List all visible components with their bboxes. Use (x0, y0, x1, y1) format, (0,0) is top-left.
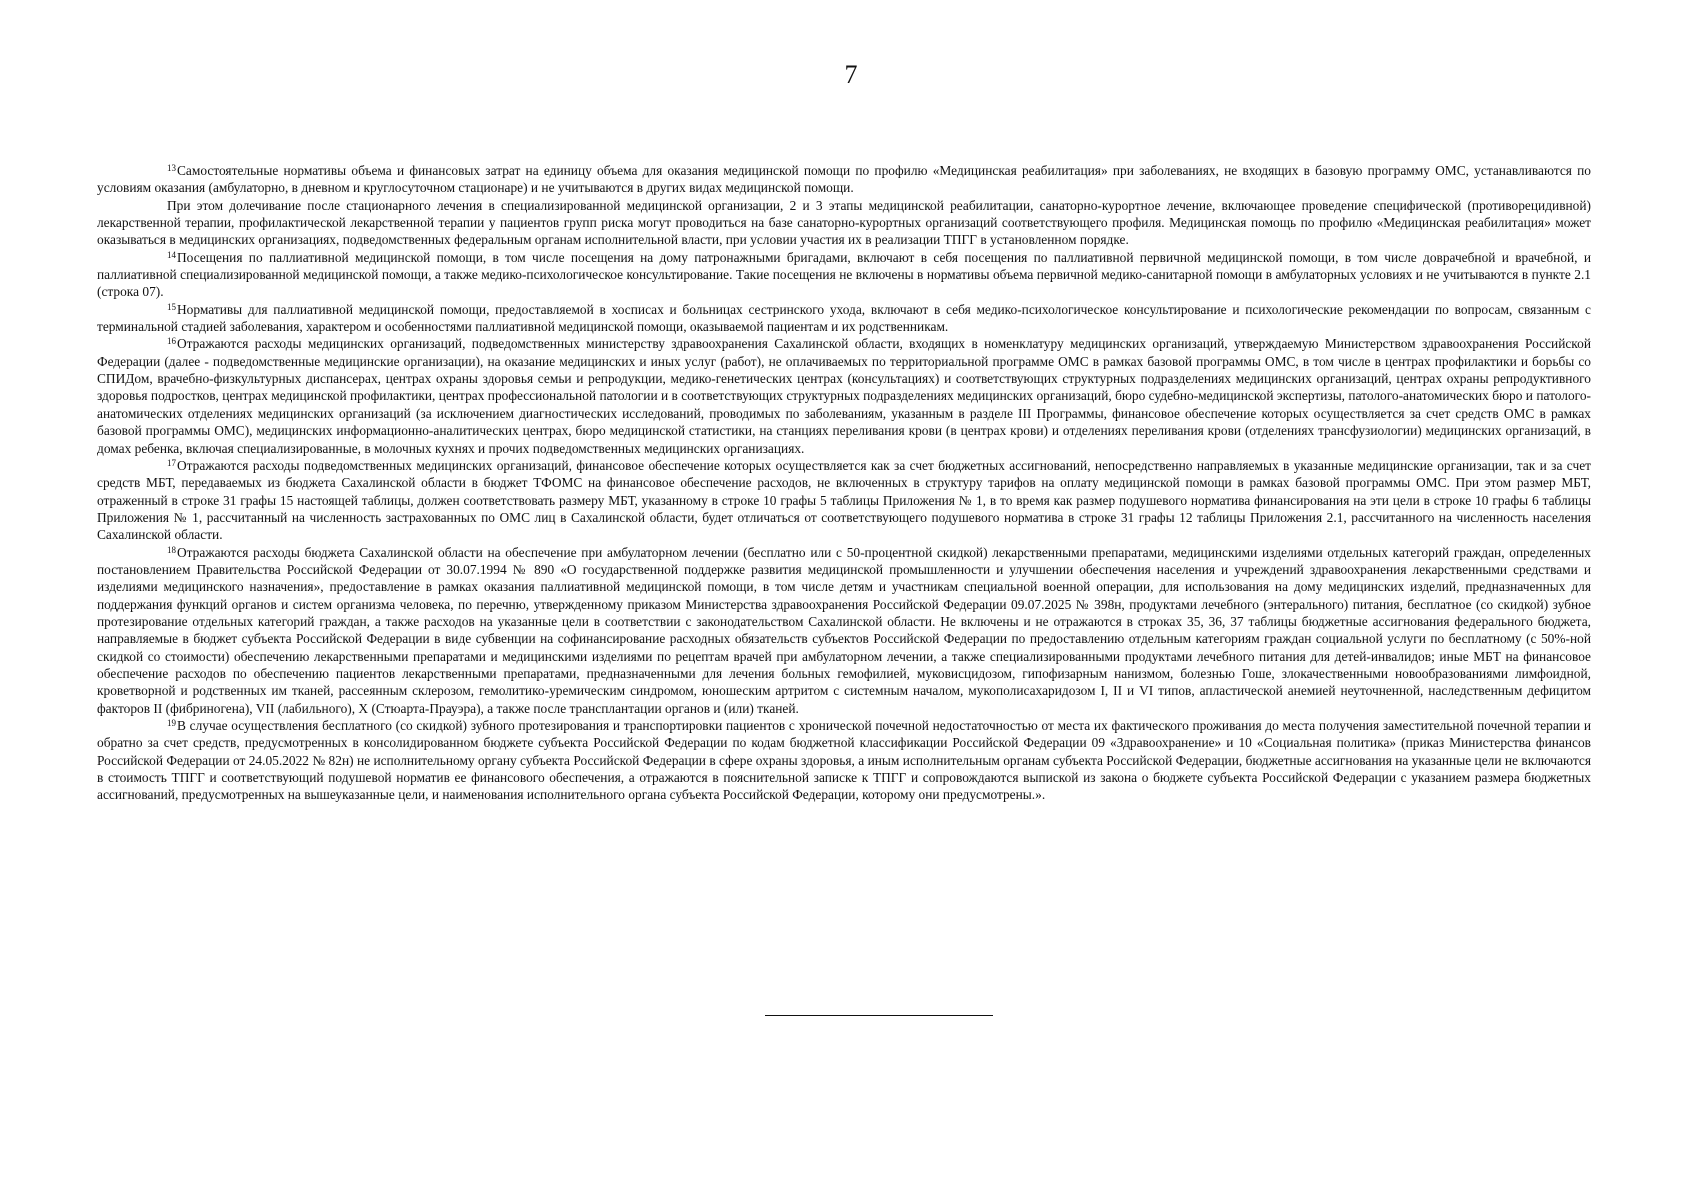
footnote-16 (97, 335, 1591, 456)
footnote-13 (97, 162, 1591, 197)
footnote-mark: 17 (167, 457, 176, 468)
footnote-mark: 18 (167, 544, 176, 555)
footnote-text: Отражаются расходы медицинских организаций, подведомственных министерству здравоохранения Сахалинской области, входящих в номенклатуру медицинских организаций, утверждаемую Министерством здравоохранения Российской Федерации (далее - подведомственные медицинские организации), на оказание медицинских и иных услуг (работ), не оплачиваемых по территориальной программе ОМС в рамках базовой программы ОМС, в том числе в центрах профилактики и борьбы со СПИДом, врачебно-физкультурных диспансерах, центрах охраны здоровья семьи и репродукции, медико-генетических центрах (консультациях) и соответствующих структурных подразделениях медицинских организаций, центрах охраны репродуктивного здоровья подростков, центрах медицинской профилактики, центрах профессиональной патологии и в соответствующих структурных подразделениях медицинских организаций, бюро судебно-медицинской экспертизы, патолого-анатомических бюро и патолого-анатомических отделениях медицинских организаций (за исключением диагностических исследований, проводимых по заболеваниям, указанным в разделе III Программы, финансовое обеспечение которых осуществляется за счет средств ОМС в рамках базовой программы ОМС), медицинских информационно-аналитических центрах, бюро медицинской статистики, на станциях переливания крови (в центрах крови) и отделениях переливания крови (отделениях трансфузиологии) медицинских организаций, в домах ребенка, включая специализированные, в молочных кухнях и прочих подведомственных медицинских организациях. (97, 336, 1591, 456)
footnote-13-continuation (97, 197, 1591, 249)
footnote-mark: 13 (167, 163, 176, 173)
footnote-text: Посещения по паллиативной медицинской помощи, в том числе посещения на дому патронажными бригадами, включают в себя посещения по паллиативной первичной медицинской помощи, в том числе доврачебной и врачебной, и паллиативной специализированной медицинской помощи, а также медико-психологическое консультирование. Такие посещения не включены в нормативы объема первичной медико-санитарной помощи в амбулаторных условиях и не учитываются в пункте 2.1 (строка 07). (97, 249, 1591, 300)
footnote-text: Отражаются расходы подведомственных медицинских организаций, финансовое обеспечение которых осуществляется как за счет бюджетных ассигнований, непосредственно направляемых в указанные медицинские организации, так и за счет средств МБТ, передаваемых из бюджета Сахалинской области в бюджет ТФОМС на финансовое обеспечение расходов, не включенных в структуру тарифов на оплату медицинской помощи в рамках базовой программы ОМС. При этом размер МБТ, отраженный в строке 31 графы 15 настоящей таблицы, должен соответствовать размеру МБТ, указанному в строке 10 графы 5 таблицы Приложения № 1, в то время как размер подушевого норматива финансирования на эти цели в строке 10 графы 6 таблицы Приложения № 1, рассчитанный на численность застрахованных по ОМС лиц в Сахалинской области, будет отличаться от соответствующего подушевого норматива в строке 31 графы 12 таблицы Приложения 2.1, рассчитанного на численность населения Сахалинской области. (97, 457, 1591, 543)
page-number: 7 (844, 60, 858, 89)
footnote-text: В случае осуществления бесплатного (со скидкой) зубного протезирования и транспортировки пациентов с хронической почечной недостаточностью от места их фактического проживания до места получения заместительной почечной терапии и обратно за счет средств, предусмотренных в консолидированном бюджете субъекта Российской Федерации по кодам бюджетной классификации Российской Федерации 09 «Здравоохранение» и 10 «Социальная политика» (приказ Министерства финансов Российской Федерации от 24.05.2022 № 82н) не исполнительному органу субъекта Российской Федерации в сфере охраны здоровья, а иным исполнительным органам субъекта Российской Федерации, бюджетные ассигнования на указанные цели не включаются в стоимость ТПГГ и соответствующий подушевой норматив ее финансового обеспечения, а отражаются в пояснительной записке к ТПГГ и сопровождаются выпиской из закона о бюджете субъекта Российской Федерации с указанием размера бюджетных ассигнований, предусмотренных на вышеуказанные цели, и наименования исполнительного органа субъекта Российской Федерации, которому они предусмотрены.». (97, 718, 1591, 803)
footnote-mark: 19 (167, 718, 176, 728)
footnote-text: Нормативы для паллиативной медицинской помощи, предоставляемой в хосписах и больницах сестринского ухода, включают в себя медико-психологическое консультирование и психологические рекомендации по вопросам, связанным с терминальной стадией заболевания, характером и особенностями паллиативной медицинской помощи, оказываемой пациентам и их родственникам. (97, 301, 1591, 335)
end-divider (765, 1015, 993, 1016)
footnote-14 (97, 249, 1591, 301)
footnote-18 (97, 544, 1591, 717)
footnote-mark: 16 (167, 336, 176, 347)
footnotes (97, 162, 1591, 804)
footnote-19 (97, 717, 1591, 804)
footnote-text: Отражаются расходы бюджета Сахалинской области на обеспечение при амбулаторном лечении (бесплатно или с 50-процентной скидкой) лекарственными препаратами, медицинскими изделиями отдельных категорий граждан, определенных постановлением Правительства Российской Федерации от 30.07.1994 № 890 «О государственной поддержке развития медицинской промышленности и улучшении обеспечения населения и учреждений здравоохранения лекарственными средствами и изделиями медицинского назначения», предоставление в рамках оказания паллиативной медицинской помощи, в том числе детям и участникам специальной военной операции, для использования на дому медицинских изделий, предназначенных для поддержания функций органов и систем организма человека, по перечню, утвержденному приказом Министерства здравоохранения Российской Федерации 09.07.2025 № 398н, продуктами лечебного (энтерального) питания, бесплатное (со скидкой) зубное протезирование отдельных категорий граждан, а также расходов на указанные цели в соответствии с законодательством Сахалинской области. Не включены и не отражаются в строках 35, 36, 37 таблицы бюджетные ассигнования федерального бюджета, направляемые в бюджет субъекта Российской Федерации в виде субвенции на софинансирование расходных обязательств субъектов Российской Федерации по предоставлению отдельным категориям граждан социальной услуги по бесплатному (с 50%-ной скидкой со стоимости) обеспечению лекарственными препаратами и медицинскими изделиями по рецептам врачей при амбулаторном лечении, а также специализированными продуктами лечебного питания для детей-инвалидов; иные МБТ на финансовое обеспечение расходов по обеспечению пациентов лекарственными препаратами, предназначенными для лечения больных гемофилией, муковисцидозом, гипофизарным нанизмом, болезнью Гоше, злокачественными новообразованиями лимфоидной, кроветворной и родственных им тканей, рассеянным склерозом, гемолитико-уремическим синдромом, юношеским артритом с системным началом, мукополисахаридозом I, II и VI типов, апластической анемией неуточненной, наследственным дефицитом факторов II (фибриногена), VII (лабильного), X (Стюарта-Прауэра), а также после трансплантации органов и (или) тканей. (97, 544, 1591, 716)
footnote-15 (97, 301, 1591, 336)
footnote-text: Самостоятельные нормативы объема и финансовых затрат на единицу объема для оказания медицинской помощи по профилю «Медицинская реабилитация» при заболеваниях, не входящих в базовую программу ОМС, устанавливаются по условиям оказания (амбулаторно, в дневном и круглосуточном стационаре) и не учитываются в других видах медицинской помощи. (97, 163, 1591, 196)
footnote-mark: 15 (167, 301, 176, 312)
footnote-mark: 14 (167, 249, 176, 260)
footnote-17 (97, 457, 1591, 544)
footnote-text: При этом долечивание после стационарного лечения в специализированной медицинской организации, 2 и 3 этапы медицинской реабилитации, санаторно-курортное лечение, включающее проведение специфической (противорецидивной) лекарственной терапии, профилактической лекарственной терапии у пациентов групп риска могут проводиться на базе санаторно-курортных организаций соответствующего профиля. Медицинская помощь по профилю «Медицинская реабилитация» может оказываться в медицинских организациях, подведомственных федеральным органам исполнительной власти, при условии участия их в реализации ТПГГ в установленном порядке. (97, 197, 1591, 248)
